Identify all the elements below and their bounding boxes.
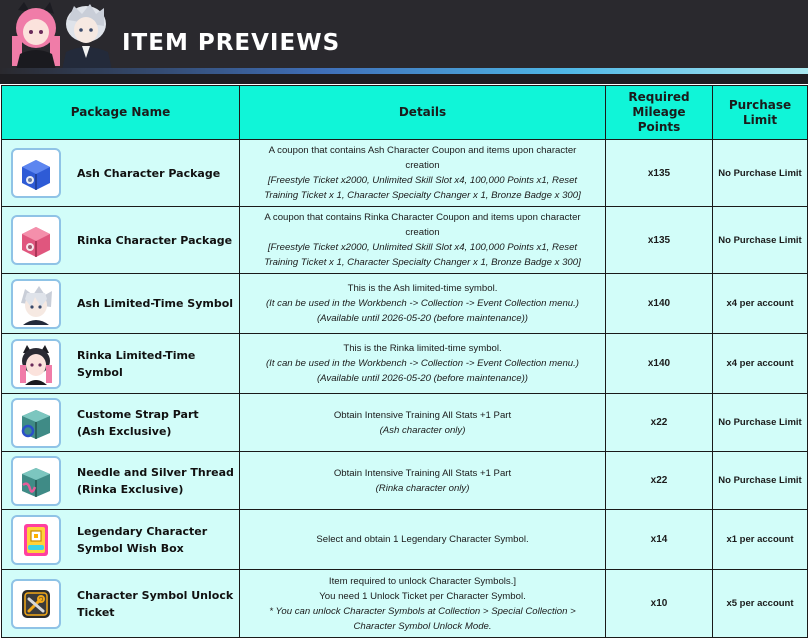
table-row [2,394,808,452]
ash-portrait-icon [11,279,61,329]
details-line: [Freestyle Ticket x2000, Unlimited Skill Slot x4, 100,000 Points x1, Reset [267,242,578,253]
table-header-row [2,86,808,140]
package-name: Custome Strap Part (Ash Exclusive) [77,407,199,438]
details-line: (It can be used in the Workbench -> Collection -> Event Collection menu.) [265,358,580,369]
package-name: Rinka Limited-Time Symbol [77,348,196,379]
details-line: * You can unlock Character Symbols at Collection > Special Collection > [269,605,576,617]
package-name-cell [2,334,240,394]
details-line: This is the Rinka limited-time symbol. [343,343,502,354]
unlock-ticket-tools-icon [11,579,61,629]
details-line: Obtain Intensive Training All Stats +1 Part [333,409,512,421]
rinka-portrait-icon [11,339,61,389]
mileage-points-cell: x22 [606,394,713,452]
details-line: (Rinka character only) [375,482,470,494]
purchase-limit-cell: No Purchase Limit [713,207,808,274]
table-row [2,274,808,334]
details-line: You need 1 Unlock Ticket per Character Symbol. [319,590,526,602]
details-line: (Available until 2026-05-20 (before maintenance)) [316,313,528,324]
purchase-limit-cell: x4 per account [713,274,808,334]
col-header-required-points: Required Mileage Points [606,86,713,140]
details-cell [240,452,606,510]
table-row [2,207,808,274]
purchase-limit-cell: x4 per account [713,334,808,394]
package-name-cell [2,452,240,510]
package-name-cell [2,207,240,274]
details-line: creation [405,227,440,238]
details-cell [240,334,606,394]
package-name: Legendary Character Symbol Wish Box [77,524,208,555]
item-preview-table [1,85,808,638]
details-line: Training Ticket x 1, Character Specialty Changer x 1, Bronze Badge x 300] [264,257,581,268]
mileage-points-cell: x14 [606,510,713,570]
details-line: Item required to unlock Character Symbols.] [328,575,517,587]
details-line: Select and obtain 1 Legendary Character Symbol. [316,534,529,545]
details-line: A coupon that contains Rinka Character Coupon and items upon character [264,212,581,223]
package-name: Ash Limited-Time Symbol [77,297,234,310]
package-name: Needle and Silver Thread (Rinka Exclusive) [77,465,234,496]
table-row [2,452,808,510]
mileage-points-cell: x10 [606,570,713,638]
blue-strap-part-box-icon [11,398,61,448]
package-name: Character Symbol Unlock Ticket [77,588,234,619]
details-cell [240,274,606,334]
mileage-points-cell: x135 [606,207,713,274]
table-row [2,140,808,207]
page-title: ITEM PREVIEWS [122,30,341,56]
col-header-purchase-limit: Purchase Limit [713,86,808,140]
mileage-points-cell: x140 [606,334,713,394]
details-cell [240,510,606,570]
package-name-cell [2,274,240,334]
details-line: (It can be used in the Workbench -> Collection -> Event Collection menu.) [265,298,580,309]
details-line: creation [405,160,440,171]
package-name-cell [2,510,240,570]
details-line: [Freestyle Ticket x2000, Unlimited Skill Slot x4, 100,000 Points x1, Reset [267,175,578,186]
details-line: Character Symbol Unlock Mode. [353,620,492,632]
legendary-wish-box-icon [11,515,61,565]
page-header [0,0,808,84]
purchase-limit-cell: No Purchase Limit [713,140,808,207]
package-name-cell [2,140,240,207]
purchase-limit-cell: x5 per account [713,570,808,638]
details-cell [240,207,606,274]
details-cell [240,570,606,638]
mileage-points-cell: x22 [606,452,713,510]
details-line: Obtain Intensive Training All Stats +1 Part [333,467,512,479]
table-row [2,334,808,394]
pink-thread-part-box-icon [11,456,61,506]
table-row [2,570,808,638]
details-cell [240,140,606,207]
package-name-cell [2,394,240,452]
package-name: Rinka Character Package [77,233,233,247]
details-line: (Ash character only) [379,424,466,436]
purchase-limit-cell: No Purchase Limit [713,394,808,452]
table-row [2,510,808,570]
details-cell [240,394,606,452]
col-header-details: Details [240,86,606,140]
details-line: Training Ticket x 1, Character Specialty Changer x 1, Bronze Badge x 300] [264,190,581,201]
blue-package-box-icon [11,148,61,198]
purchase-limit-cell: x1 per account [713,510,808,570]
col-header-package-name: Package Name [2,86,240,140]
package-name-cell [2,570,240,638]
mileage-points-cell: x135 [606,140,713,207]
details-line: (Available until 2026-05-20 (before maintenance)) [316,373,528,384]
pink-package-box-icon [11,215,61,265]
header-dark-strip [0,74,808,84]
purchase-limit-cell: No Purchase Limit [713,452,808,510]
details-line: This is the Ash limited-time symbol. [347,283,498,294]
details-line: A coupon that contains Ash Character Coupon and items upon character [268,145,577,156]
mileage-points-cell: x140 [606,274,713,334]
package-name: Ash Character Package [77,166,221,180]
character-art-icon [4,2,116,70]
